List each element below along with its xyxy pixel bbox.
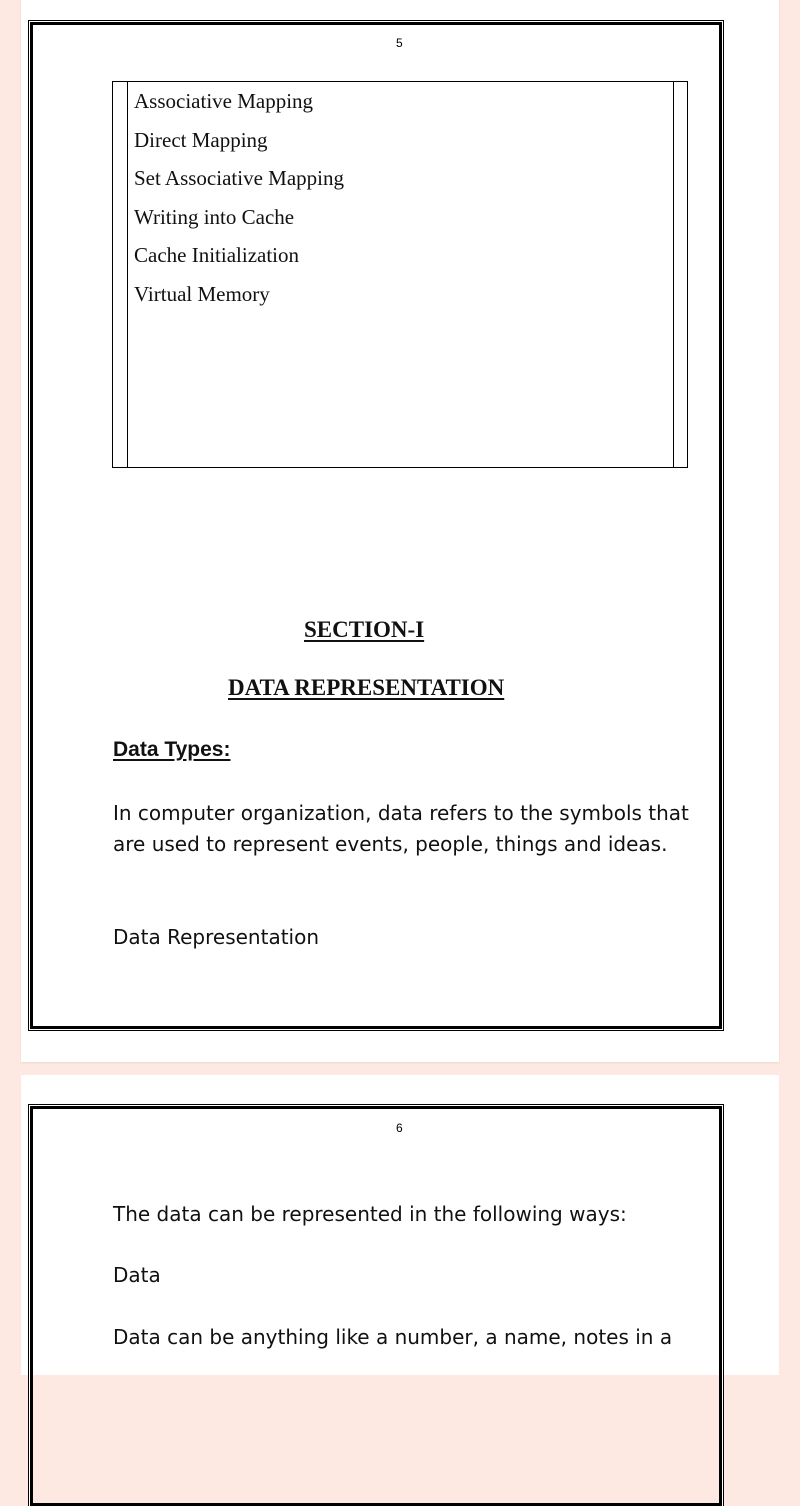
paragraph: The data can be represented in the following ways: [113,1202,627,1226]
section-heading: SECTION-I [304,617,425,642]
toc-list [134,82,344,313]
page-border [30,1106,722,1506]
subheading: Data Types: [113,738,231,761]
paragraph: Data can be anything like a number, a name, notes in a [113,1325,673,1349]
toc-item: Cache Initialization [134,243,300,267]
toc-item: Writing into Cache [134,204,295,229]
toc-item: Virtual Memory [134,281,270,306]
paragraph: Data Representation [113,925,320,949]
table-divider [673,82,674,467]
page-number: 5 [396,36,403,50]
paragraph: In computer organization, data refers to the symbols that are used to represent events, people, things and ideas. [113,801,689,856]
toc-item: Direct Mapping [134,127,268,152]
paragraph: Data [113,1263,161,1287]
section-title: DATA REPRESENTATION [228,675,505,700]
toc-item: Set Associative Mapping [134,166,344,190]
toc-item: Associative Mapping [134,89,314,113]
page-number: 6 [396,1121,403,1135]
table-divider [127,82,128,467]
